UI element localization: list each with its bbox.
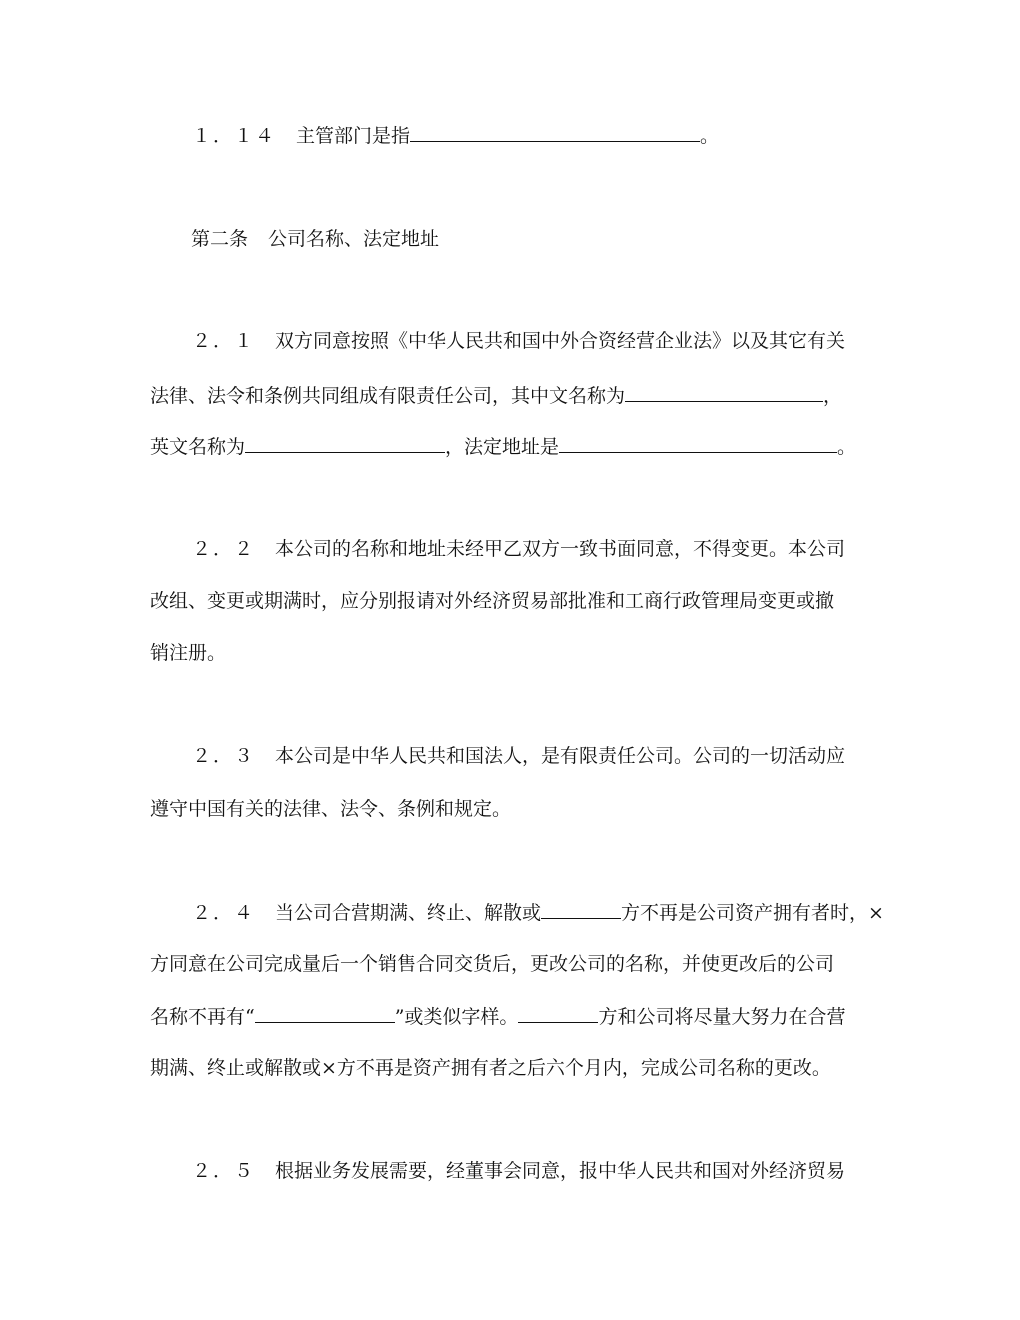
clause-2-1-line-3: [150, 434, 856, 458]
clause-1-14: [192, 123, 719, 147]
clause-text: 双方同意按照《中华人民共和国中外合资经营企业法》以及其它有关: [275, 330, 846, 352]
clause-2-2-line-3: [150, 641, 226, 665]
clause-text: 英文名称为: [150, 436, 246, 458]
clause-text: 销注册。: [150, 642, 227, 664]
clause-number: １．１４: [192, 125, 277, 147]
clause-text: 改组、变更或期满时，应分别报请对外经济贸易部批准和工商行政管理局变更或撤: [150, 590, 835, 612]
article-number: 第二条: [191, 228, 249, 250]
word-blank[interactable]: [255, 1004, 395, 1023]
fill-in-blank[interactable]: [410, 123, 700, 142]
chinese-name-blank[interactable]: [625, 383, 823, 402]
article-title: 公司名称、法定地址: [268, 228, 440, 250]
clause-2-2-line-1: [192, 537, 845, 561]
clause-text: 方和公司将尽量大努力在合营: [598, 1006, 846, 1028]
clause-2-1-line-1: [192, 329, 845, 353]
article-heading: [191, 227, 439, 251]
clause-number: ２．１: [192, 330, 256, 352]
clause-punct: ，: [823, 385, 843, 407]
clause-text: 方同意在公司完成量后一个销售合同交货后，更改公司的名称，并使更改后的公司: [150, 953, 835, 975]
english-name-blank[interactable]: [245, 434, 445, 453]
clause-2-3-line-2: [150, 797, 511, 821]
clause-2-4-line-3: [150, 1004, 845, 1028]
clause-text: 方不再是公司资产拥有者时，×: [621, 902, 884, 924]
clause-2-5-line-1: [192, 1159, 845, 1183]
clause-text: 遵守中国有关的法律、法令、条例和规定。: [150, 798, 512, 820]
clause-text: ，法定地址是: [445, 436, 560, 458]
clause-2-4-line-1: [192, 900, 884, 924]
clause-2-4-line-2: [150, 952, 834, 976]
party-blank[interactable]: [518, 1004, 598, 1023]
legal-address-blank[interactable]: [559, 434, 837, 453]
clause-2-2-line-2: [150, 589, 834, 613]
clause-punct: 。: [837, 436, 857, 458]
clause-text: 主管部门是指: [296, 125, 411, 147]
clause-2-4-line-4: [150, 1056, 831, 1080]
clause-number: ２．２: [192, 538, 256, 560]
clause-2-3-line-1: [192, 744, 845, 768]
clause-text: 根据业务发展需要，经董事会同意，报中华人民共和国对外经济贸易: [275, 1160, 846, 1182]
clause-text: 本公司的名称和地址未经甲乙双方一致书面同意，不得变更。本公司: [275, 538, 846, 560]
clause-text: 当公司合营期满、终止、解散或: [275, 902, 542, 924]
clause-number: ２．３: [192, 745, 256, 767]
clause-text: 法律、法令和条例共同组成有限责任公司，其中文名称为: [150, 385, 626, 407]
clause-text: ”或类似字样。: [394, 1006, 519, 1028]
clause-number: ２．４: [192, 902, 256, 924]
clause-2-1-line-2: [150, 383, 842, 407]
clause-text: 期满、终止或解散或×方不再是资产拥有者之后六个月内，完成公司名称的更改。: [150, 1057, 831, 1079]
clause-text: 本公司是中华人民共和国法人，是有限责任公司。公司的一切活动应: [275, 745, 846, 767]
clause-punct: 。: [700, 125, 720, 147]
clause-number: ２．５: [192, 1160, 256, 1182]
clause-text: 名称不再有“: [150, 1006, 255, 1028]
party-blank[interactable]: [541, 900, 621, 919]
